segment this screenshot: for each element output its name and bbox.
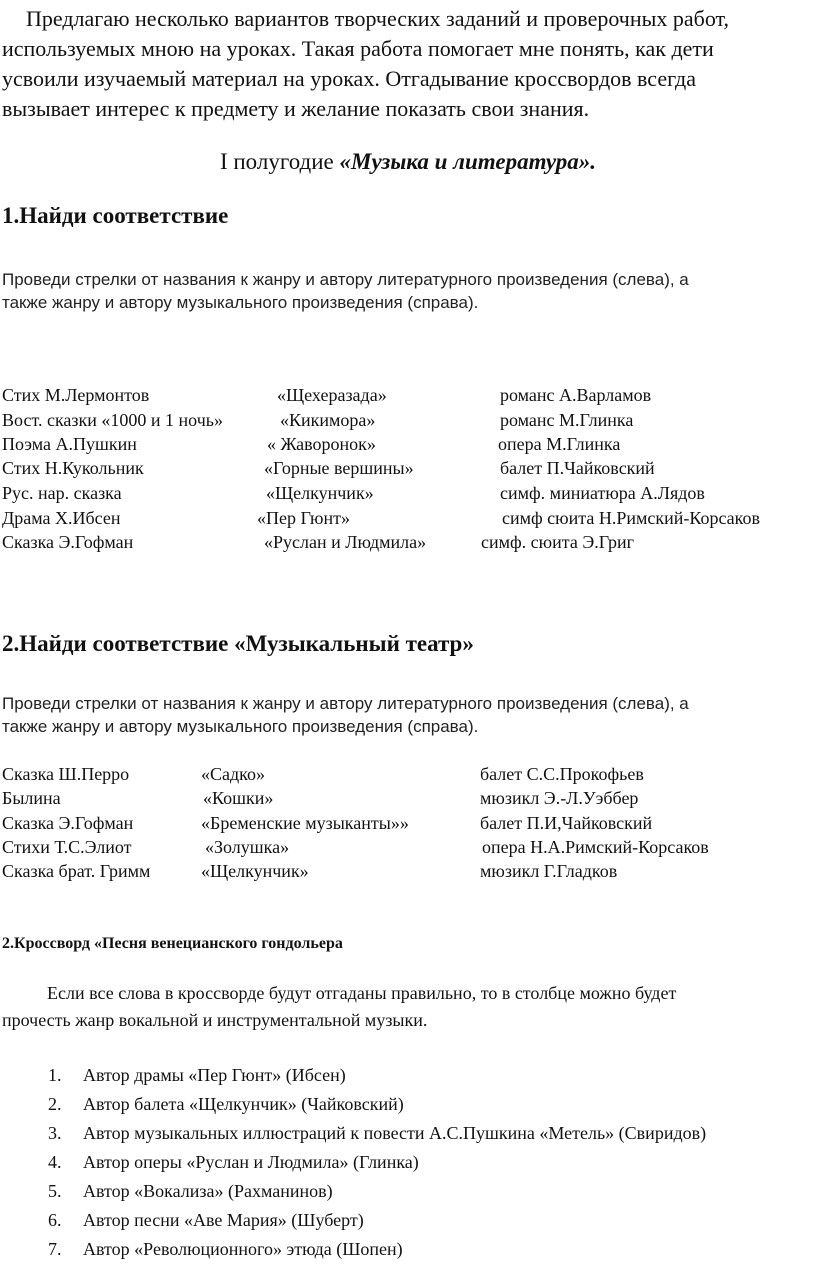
middle-cell: « Жаворонок» <box>267 434 376 454</box>
crossword-paragraph <box>2 980 814 1034</box>
table-row <box>0 788 816 813</box>
item-text: Автор драмы «Пер Гюнт» (Ибсен) <box>83 1065 346 1085</box>
left-cell: Драма Х.Ибсен <box>2 508 121 528</box>
left-cell: Вост. сказки «1000 и 1 ночь» <box>2 410 223 430</box>
left-cell: Сказка брат. Гримм <box>2 861 151 881</box>
item-number: 6. <box>48 1210 62 1230</box>
middle-cell: «Руслан и Людмила» <box>264 532 427 552</box>
intro-paragraph <box>2 4 814 124</box>
left-cell: Былина <box>2 788 61 808</box>
task1-heading: 1.Найди соответствие <box>2 203 229 228</box>
right-cell: балет П.Чайковский <box>500 458 655 478</box>
paragraph-line: прочесть жанр вокальной и инструментальной музыки. <box>2 1010 428 1030</box>
crossword-heading: 2.Кроссворд «Песня венецианского гондольера <box>2 935 343 952</box>
item-text: Автор песни «Аве Мария» (Шуберт) <box>83 1210 364 1230</box>
table-row <box>0 458 816 483</box>
middle-cell: «Садко» <box>201 764 265 784</box>
paragraph-line: Если все слова в кроссворде будут отгаданы правильно, то в столбце можно будет <box>47 983 677 1003</box>
middle-cell: «Щелкунчик» <box>201 861 309 881</box>
semester-topic: «Музыка и литература». <box>339 149 597 174</box>
instruction-line: также жанру и автору музыкального произведения (справа). <box>2 293 479 312</box>
right-cell: опера Н.А.Римский-Корсаков <box>482 837 709 857</box>
right-cell: романс А.Варламов <box>500 385 652 405</box>
task2-instruction <box>2 692 802 738</box>
task1-instruction <box>2 268 802 314</box>
table-row <box>0 813 816 838</box>
instruction-line: также жанру и автору музыкального произведения (справа). <box>2 717 479 736</box>
right-cell: опера М.Глинка <box>498 434 621 454</box>
table-row <box>0 764 816 789</box>
right-cell: симф. сюита Э.Григ <box>481 532 634 552</box>
item-text: Автор музыкальных иллюстраций к повести А.С.Пушкина «Метель» (Свиридов) <box>83 1123 707 1143</box>
instruction-line: Проведи стрелки от названия к жанру и автору литературного произведения (слева), а <box>2 694 689 713</box>
right-cell: романс М.Глинка <box>500 410 634 430</box>
table-row <box>0 385 816 410</box>
right-cell: балет П.И,Чайковский <box>480 813 653 833</box>
right-cell: мюзикл Г.Гладков <box>480 861 618 881</box>
item-text: Автор оперы «Руслан и Людмила» (Глинка) <box>83 1152 419 1172</box>
left-cell: Стих М.Лермонтов <box>2 385 150 405</box>
table-row <box>0 434 816 459</box>
left-cell: Стихи Т.С.Элиот <box>2 837 132 857</box>
middle-cell: «Золушка» <box>205 837 290 857</box>
instruction-line: Проведи стрелки от названия к жанру и автору литературного произведения (слева), а <box>2 270 689 289</box>
item-text: Автор балета «Щелкунчик» (Чайковский) <box>83 1094 404 1114</box>
table-row <box>0 410 816 435</box>
item-number: 1. <box>48 1065 62 1085</box>
right-cell: балет С.С.Прокофьев <box>480 764 644 784</box>
left-cell: Поэма А.Пушкин <box>2 434 137 454</box>
semester-prefix: I полугодие <box>219 149 340 174</box>
item-text: Автор «Революционного» этюда (Шопен) <box>83 1239 403 1259</box>
table-row <box>0 508 816 533</box>
table-row <box>0 532 816 557</box>
middle-cell: «Кошки» <box>203 788 274 808</box>
item-number: 2. <box>48 1094 62 1114</box>
left-cell: Сказка Э.Гофман <box>2 532 134 552</box>
item-text: Автор «Вокализа» (Рахманинов) <box>83 1181 333 1201</box>
middle-cell: «Щехеразада» <box>277 385 387 405</box>
intro-line: вызывает интерес к предмету и желание показать свои знания. <box>2 96 590 121</box>
middle-cell: «Кикимора» <box>280 410 376 430</box>
item-number: 7. <box>48 1239 62 1259</box>
left-cell: Стих Н.Кукольник <box>2 458 144 478</box>
item-number: 3. <box>48 1123 62 1143</box>
table-row <box>0 837 816 862</box>
table-row <box>0 861 816 886</box>
task2-heading: 2.Найди соответствие «Музыкальный театр» <box>2 631 474 656</box>
intro-line: Предлагаю несколько вариантов творческих заданий и проверочных работ, <box>26 6 730 31</box>
left-cell: Сказка Ш.Перро <box>2 764 130 784</box>
intro-line: используемых мною на уроках. Такая работа помогает мне понять, как дети <box>2 36 714 61</box>
item-number: 5. <box>48 1181 62 1201</box>
right-cell: симф сюита Н.Римский-Корсаков <box>502 508 760 528</box>
left-cell: Рус. нар. сказка <box>2 483 122 503</box>
middle-cell: «Щелкунчик» <box>266 483 374 503</box>
left-cell: Сказка Э.Гофман <box>2 813 134 833</box>
middle-cell: «Горные вершины» <box>264 458 414 478</box>
intro-line: усвоили изучаемый материал на уроках. Отгадывание кроссвордов всегда <box>2 66 696 91</box>
right-cell: мюзикл Э.-Л.Уэббер <box>480 788 639 808</box>
table-row <box>0 483 816 508</box>
right-cell: симф. миниатюра А.Лядов <box>500 483 705 503</box>
middle-cell: «Бременские музыканты»» <box>201 813 409 833</box>
middle-cell: «Пер Гюнт» <box>257 508 350 528</box>
semester-title <box>0 149 816 175</box>
item-number: 4. <box>48 1152 62 1172</box>
